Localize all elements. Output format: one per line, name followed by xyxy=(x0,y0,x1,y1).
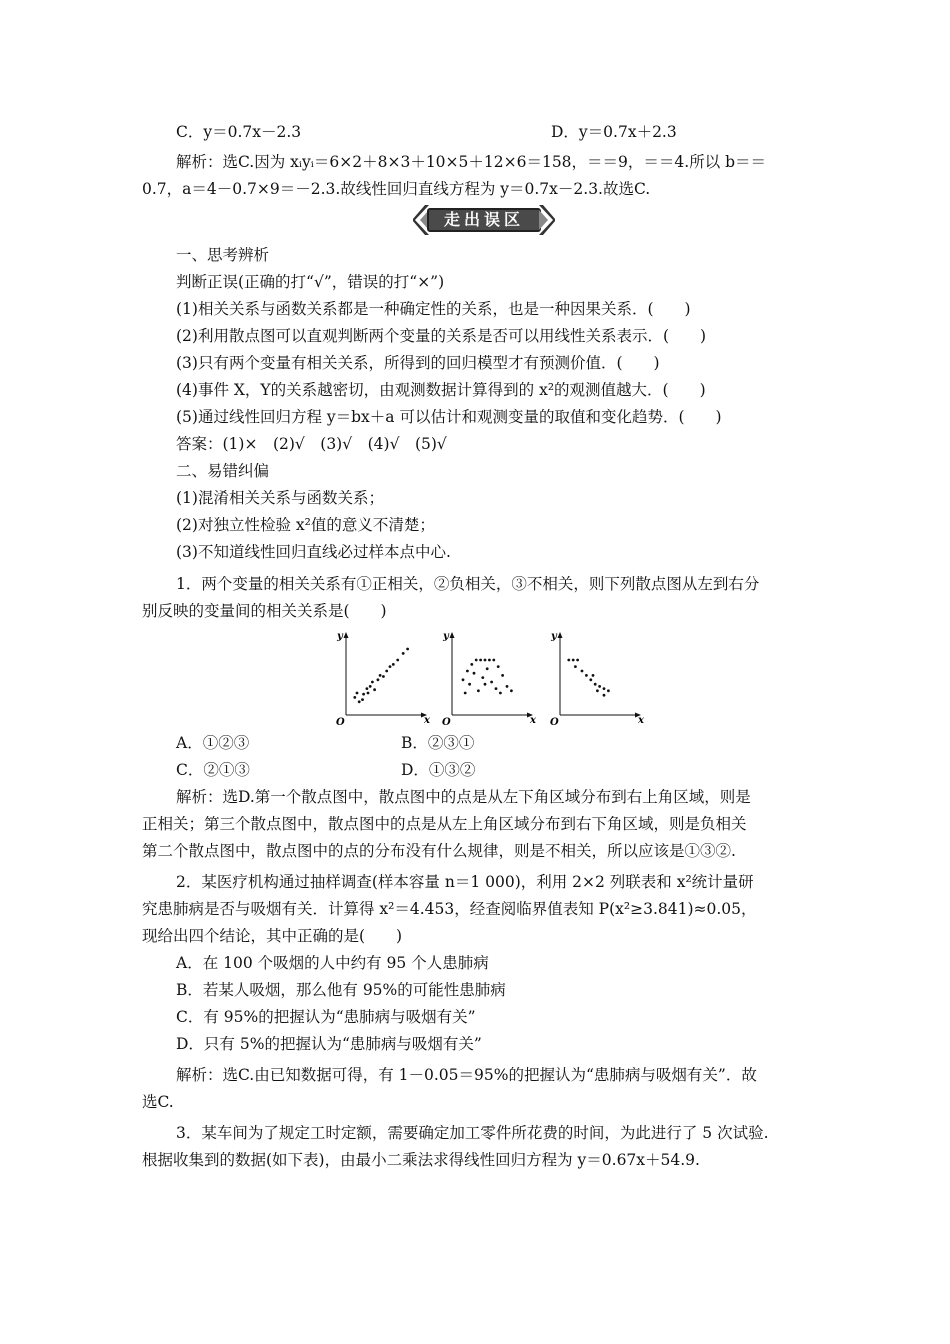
option-d: D．y＝0.7x＋2.3 xyxy=(551,123,677,141)
scatter-point xyxy=(585,674,588,677)
section2-item-2: (2)对独立性检验 x²值的意义不清楚； xyxy=(176,516,435,534)
scatter-point xyxy=(592,674,595,677)
q1-solution-line2: 正相关；第三个散点图中，散点图中的点是从左上角区域分布到右下角区域，则是负相关 xyxy=(142,815,747,833)
scatter-point xyxy=(486,667,489,670)
scatter-point xyxy=(581,670,584,673)
scatter-point xyxy=(356,692,359,695)
scatter-plot-2 xyxy=(442,631,537,728)
section1-item-1: (1)相关关系与函数关系都是一种确定性的关系，也是一种因果关系．( ) xyxy=(176,300,691,318)
scatter-point xyxy=(484,659,487,662)
y-axis-arrow-icon xyxy=(344,632,349,638)
scatter-point xyxy=(389,665,392,668)
scatter-point xyxy=(603,694,606,697)
scatter-point xyxy=(406,648,409,651)
scatter-point xyxy=(379,674,382,677)
banner-title: 走出误区 xyxy=(443,210,524,229)
q2-solution-line2: 选C. xyxy=(142,1093,174,1111)
section-banner xyxy=(413,205,555,235)
scatter-point xyxy=(603,687,606,690)
scatter-point xyxy=(353,696,356,699)
y-axis-label: y xyxy=(443,631,449,642)
q2-option-c: C．有 95%的把握认为“患肺病与吸烟有关” xyxy=(176,1008,476,1026)
section2-item-1: (1)混淆相关关系与函数关系； xyxy=(176,489,384,507)
q3-line1: 3．某车间为了规定工时定额，需要确定加工零件所花费的时间，为此进行了 5 次试验. xyxy=(176,1124,769,1142)
q1-option-c: C．②①③ xyxy=(176,761,250,779)
scatter-point xyxy=(492,659,495,662)
q1-line2: 别反映的变量间的相关关系是( ) xyxy=(142,602,387,620)
scatter-point xyxy=(385,670,388,673)
scatter-point xyxy=(367,692,370,695)
section1-heading: 一、思考辨析 xyxy=(176,246,270,264)
scatter-point xyxy=(362,693,365,696)
section1-item-3: (3)只有两个变量有相关关系，所得到的回归模型才有预测价值．( ) xyxy=(176,354,660,372)
scatter-point xyxy=(598,685,601,688)
q1-solution-line3: 第二个散点图中，散点图中的点的分布没有什么规律，则是不相关，所以应该是①③②. xyxy=(142,842,736,860)
scatter-point xyxy=(488,659,491,662)
solution1-line2: 0.7，a＝4－0.7×9＝－2.3.故线性回归直线方程为 y＝0.7x－2.3.故选C. xyxy=(142,180,651,198)
scatter-point xyxy=(497,665,500,668)
scatter-point xyxy=(477,689,480,692)
q1-line1: 1．两个变量的相关关系有①正相关，②负相关，③不相关，则下列散点图从左到右分 xyxy=(176,575,760,593)
scatter-point xyxy=(607,689,610,692)
scatter-point xyxy=(572,659,575,662)
origin-label: O xyxy=(442,717,451,728)
section1-instruction: 判断正误(正确的打“√”，错误的打“×”) xyxy=(176,273,445,291)
section1-item-4: (4)事件 X，Y的关系越密切，由观测数据计算得到的 x²的观测值越大．( ) xyxy=(176,381,706,399)
q2-line3: 现给出四个结论，其中正确的是( ) xyxy=(142,927,403,945)
scatter-point xyxy=(510,689,513,692)
q1-solution-line1: 解析：选D.第一个散点图中，散点图中的点是从左下角区域分布到右上角区域，则是 xyxy=(176,788,751,806)
scatter-point xyxy=(464,692,467,695)
scatter-plot-3 xyxy=(550,631,645,728)
banner-right-bracket-icon xyxy=(539,205,555,235)
y-axis-arrow-icon xyxy=(558,632,563,638)
scatter-point xyxy=(499,692,502,695)
scatter-point xyxy=(495,687,498,690)
x-axis-label: x xyxy=(530,715,536,726)
q1-option-a: A．①②③ xyxy=(176,734,250,752)
scatter-point xyxy=(377,678,380,681)
q1-option-b: B．②③① xyxy=(401,734,475,752)
scatter-point xyxy=(567,659,570,662)
scatter-point xyxy=(594,683,597,686)
scatter-point xyxy=(371,681,374,684)
scatter-point xyxy=(361,698,364,701)
scatter-point xyxy=(373,688,376,691)
q3-line2: 根据收集到的数据(如下表)，由最小二乘法求得线性回归方程为 y＝0.67x＋54.9. xyxy=(142,1151,700,1169)
section2-item-3: (3)不知道线性回归直线必过样本点中心. xyxy=(176,543,451,561)
q2-line2: 究患肺病是否与吸烟有关．计算得 x²＝4.453，经查阅临界值表知 P(x²≥3.841)≈0.05， xyxy=(142,900,757,918)
scatter-point xyxy=(574,665,577,668)
scatter-point xyxy=(402,652,405,655)
q2-option-b: B．若某人吸烟，那么他有 95%的可能性患肺病 xyxy=(176,981,506,999)
scatter-point xyxy=(470,663,473,666)
scatter-point xyxy=(484,683,487,686)
y-axis-label: y xyxy=(551,631,557,642)
q2-option-d: D．只有 5%的把握认为“患肺病与吸烟有关” xyxy=(176,1035,482,1053)
solution1-line1: 解析：选C.因为 xᵢyᵢ＝6×2＋8×3＋10×5＋12×6＝158，＝＝9，＝＝4.所以 b＝＝ xyxy=(176,153,767,171)
section1-answer: 答案：(1)× (2)√ (3)√ (4)√ (5)√ xyxy=(176,435,447,453)
scatter-point xyxy=(382,675,385,678)
scatter-plot-1 xyxy=(336,631,431,728)
scatter-point xyxy=(490,681,493,684)
scatter-point xyxy=(501,674,504,677)
origin-label: O xyxy=(336,717,345,728)
y-axis-label: y xyxy=(337,631,343,642)
y-axis-arrow-icon xyxy=(450,632,455,638)
scatter-point xyxy=(576,659,579,662)
q2-option-a: A．在 100 个吸烟的人中约有 95 个人患肺病 xyxy=(176,954,489,972)
q1-option-d: D．①③② xyxy=(401,761,476,779)
scatter-point xyxy=(596,689,599,692)
section1-item-2: (2)利用散点图可以直观判断两个变量的关系是否可以用线性关系表示．( ) xyxy=(176,327,707,345)
scatter-point xyxy=(475,659,478,662)
q2-line1: 2．某医疗机构通过抽样调查(样本容量 n＝1 000)，利用 2×2 列联表和 x²统计量研 xyxy=(176,873,754,891)
scatter-point xyxy=(589,678,592,681)
scatter-point xyxy=(462,678,465,681)
q2-solution-line1: 解析：选C.由已知数据可得，有 1－0.05＝95%的把握认为“患肺病与吸烟有关”．故 xyxy=(176,1066,757,1084)
scatter-point xyxy=(358,700,361,703)
scatter-plots-figure xyxy=(330,625,650,730)
scatter-point xyxy=(396,659,399,662)
scatter-point xyxy=(506,685,509,688)
scatter-point xyxy=(366,687,369,690)
section1-item-5: (5)通过线性回归方程 y＝bx＋a 可以估计和观测变量的取值和变化趋势．( ) xyxy=(176,408,722,426)
section2-heading: 二、易错纠偏 xyxy=(176,462,270,480)
scatter-point xyxy=(466,670,469,673)
scatter-point xyxy=(479,659,482,662)
x-axis-label: x xyxy=(638,715,644,726)
scatter-point xyxy=(473,672,476,675)
scatter-point xyxy=(369,685,372,688)
x-axis-label: x xyxy=(424,715,430,726)
scatter-point xyxy=(481,676,484,679)
option-c: C．y＝0.7x－2.3 xyxy=(176,123,302,141)
origin-label: O xyxy=(550,717,559,728)
scatter-point xyxy=(468,683,471,686)
scatter-point xyxy=(392,663,395,666)
